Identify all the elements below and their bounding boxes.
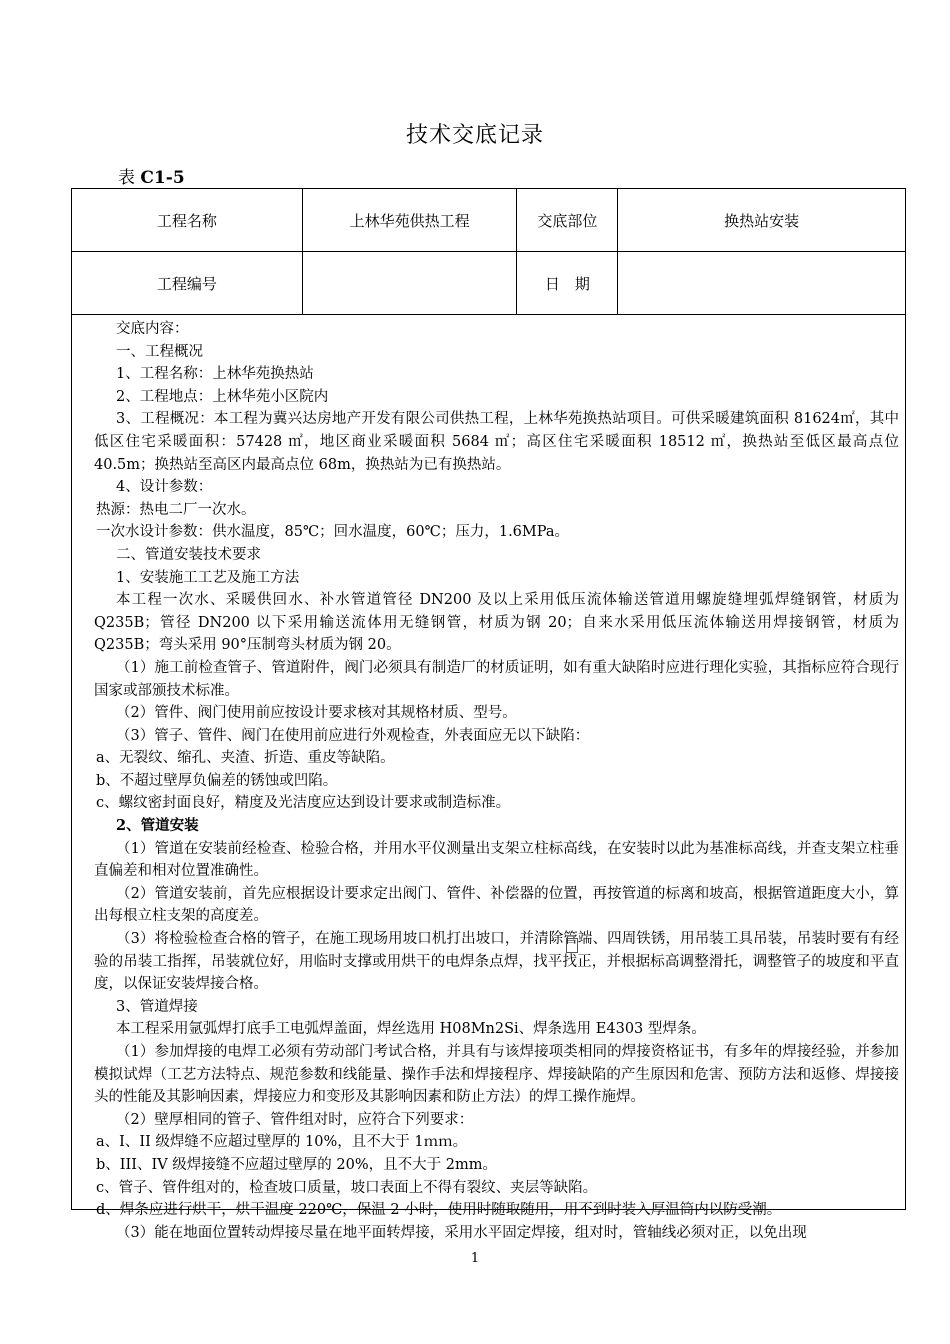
- content-intro: 交底内容：: [116, 321, 189, 337]
- paragraph: 3、工程概况：本工程为冀兴达房地产开发有限公司供热工程，上林华苑换热站项目。可供采暖建筑面积 81624㎡，其中低区住宅采暖面积：57428 ㎡，地区商业采暖面积 5684 ㎡；高区住宅采暖面积 18512 ㎡，换热站至低区最高点位 40.5m；换热站至高区内最高点位 68m，换热站为已有换热站。: [94, 411, 899, 473]
- project-name-label: 工程名称: [72, 189, 303, 252]
- project-name-value: 上林华苑供热工程: [302, 189, 517, 252]
- form-code: C1-5: [140, 168, 185, 188]
- part-label: 交底部位: [517, 189, 618, 252]
- header-row-2: [72, 252, 906, 315]
- part-value: 换热站安装: [618, 189, 906, 252]
- paragraph: 一次水设计参数：供水温度，85℃；回水温度，60℃；压力，1.6MPa。: [96, 524, 569, 541]
- header-table: [71, 188, 906, 315]
- paragraph: （2）管件、阀门使用前应按设计要求核对其规格材质、型号。: [116, 705, 517, 722]
- subsection-heading: 1、安装施工工艺及施工方法: [116, 569, 300, 586]
- paragraph: （2）管道安装前，首先应根据设计要求定出阀门、管件、补偿器的位置，再按管道的标离和坡高，根据管道距度大小，算出每根立柱支架的高度差。: [94, 885, 899, 925]
- paragraph: b、不超过壁厚负偏差的锈蚀或凹陷。: [96, 772, 338, 789]
- paragraph: c、螺纹密封面良好，精度及光洁度应达到设计要求或制造标准。: [96, 795, 511, 812]
- date-value: [618, 252, 906, 315]
- paragraph: a、无裂纹、缩孔、夹渣、折造、重皮等缺陷。: [96, 750, 395, 767]
- paragraph: a、I、II 级焊缝不应超过壁厚的 10%，且不大于 1ｍｍ。: [96, 1134, 468, 1151]
- form-prefix: 表: [118, 168, 141, 188]
- paragraph: 本工程一次水、采暖供回水、补水管道管径 DN200 及以上采用低压流体输送管道用螺旋缝埋弧焊缝钢管，材质为 Q235B；管径 DN200 以下采用输送流体用无缝钢管，材质为钢 20；自来水采用低压流体输送用焊接钢管，材质为 Q235B；弯头采用 90°压制弯头材质为钢 20。: [94, 592, 899, 654]
- paragraph: 2、工程地点：上林华苑小区院内: [116, 388, 329, 405]
- subsection-heading: 2、管道安装: [116, 817, 199, 835]
- paragraph: b、III、IV 级焊接缝不应超过壁厚的 20%，且不大于 2mm。: [96, 1156, 497, 1173]
- paragraph: （3）能在地面位置转动焊接尽量在地平面转焊接，采用水平固定焊接，组对时，管轴线必须对正，以免出现: [116, 1224, 807, 1241]
- paragraph: 热源：热电二厂一次水。: [96, 501, 256, 518]
- paragraph: （1）管道在安装前经检查、检验合格，并用水平仪测量出支架立柱标高线，在安装时以此为基准标高线，并查支架立柱垂直偏差和相对位置准确性。: [94, 840, 899, 880]
- project-no-value: [302, 252, 517, 315]
- subsection-heading: 3、管道焊接: [116, 998, 198, 1015]
- form-number: [118, 163, 185, 188]
- paragraph: 本工程采用氩弧焊打底手工电弧焊盖面，焊丝选用 H08Mn2Si、焊条选用 E4303 型焊条。: [116, 1021, 706, 1038]
- paragraph: d、焊条应进行烘干，烘干温度 220℃，保温 2 小时，使用时随取随用，用不到时装入厚温筒内以防受潮。: [96, 1202, 782, 1219]
- paragraph: 4、设计参数：: [116, 479, 213, 496]
- content-box: [71, 314, 906, 1241]
- date-label: 日 期: [517, 252, 618, 315]
- paragraph: （1）参加焊接的电焊工必须有劳动部门考试合格，并具有与该焊接项类相同的焊接资格证书，有多年的焊接经验，并参加模拟试焊（工艺方法特点、规范参数和线能量、操作手法和焊接程序、焊接缺陷的产生原因和危害、预防方法和返修、焊接接头的性能及其影响因素，焊接应力和变形及其影响因素和防止方法）的焊工操作施焊。: [94, 1044, 899, 1106]
- paragraph: （3）将检验检查合格的管子，在施工现场用坡口机打出坡口，并清除管端、四周铁锈，用吊装工具吊装，吊装时要有有经验的吊装工指挥，吊装就位好，用临时支撑或用烘干的电焊条点焊，找平找正，并根据标高调整滑托，调整管子的坡度和平直度，以保证安装焊接合格。: [94, 931, 899, 993]
- paragraph: c、管子、管件组对的，检查坡口质量，坡口表面上不得有裂纹、夹层等缺陷。: [96, 1179, 598, 1196]
- section-heading: 二、管道安装技术要求: [116, 546, 261, 563]
- placeholder-glyph-box: [566, 938, 578, 953]
- paragraph: （3）管子、管件、阀门在使用前应进行外观检查，外表面应无以下缺陷：: [116, 727, 590, 744]
- content-body: [94, 318, 899, 1244]
- section-heading: 一、工程概况: [116, 343, 203, 360]
- page-number: 1: [470, 1251, 480, 1266]
- paragraph: （2）壁厚相同的管子、管件组对时，应符合下列要求：: [116, 1111, 474, 1128]
- header-row-1: [72, 189, 906, 252]
- paragraph: 1、工程名称：上林华苑换热站: [116, 366, 314, 383]
- document-title: 技术交底记录: [405, 123, 544, 148]
- project-no-label: 工程编号: [72, 252, 303, 315]
- paragraph: （1）施工前检查管子、管道附件，阀门必须具有制造厂的材质证明，如有重大缺陷时应进行理化实验，其指标应符合现行国家或部颁技术标准。: [94, 659, 899, 699]
